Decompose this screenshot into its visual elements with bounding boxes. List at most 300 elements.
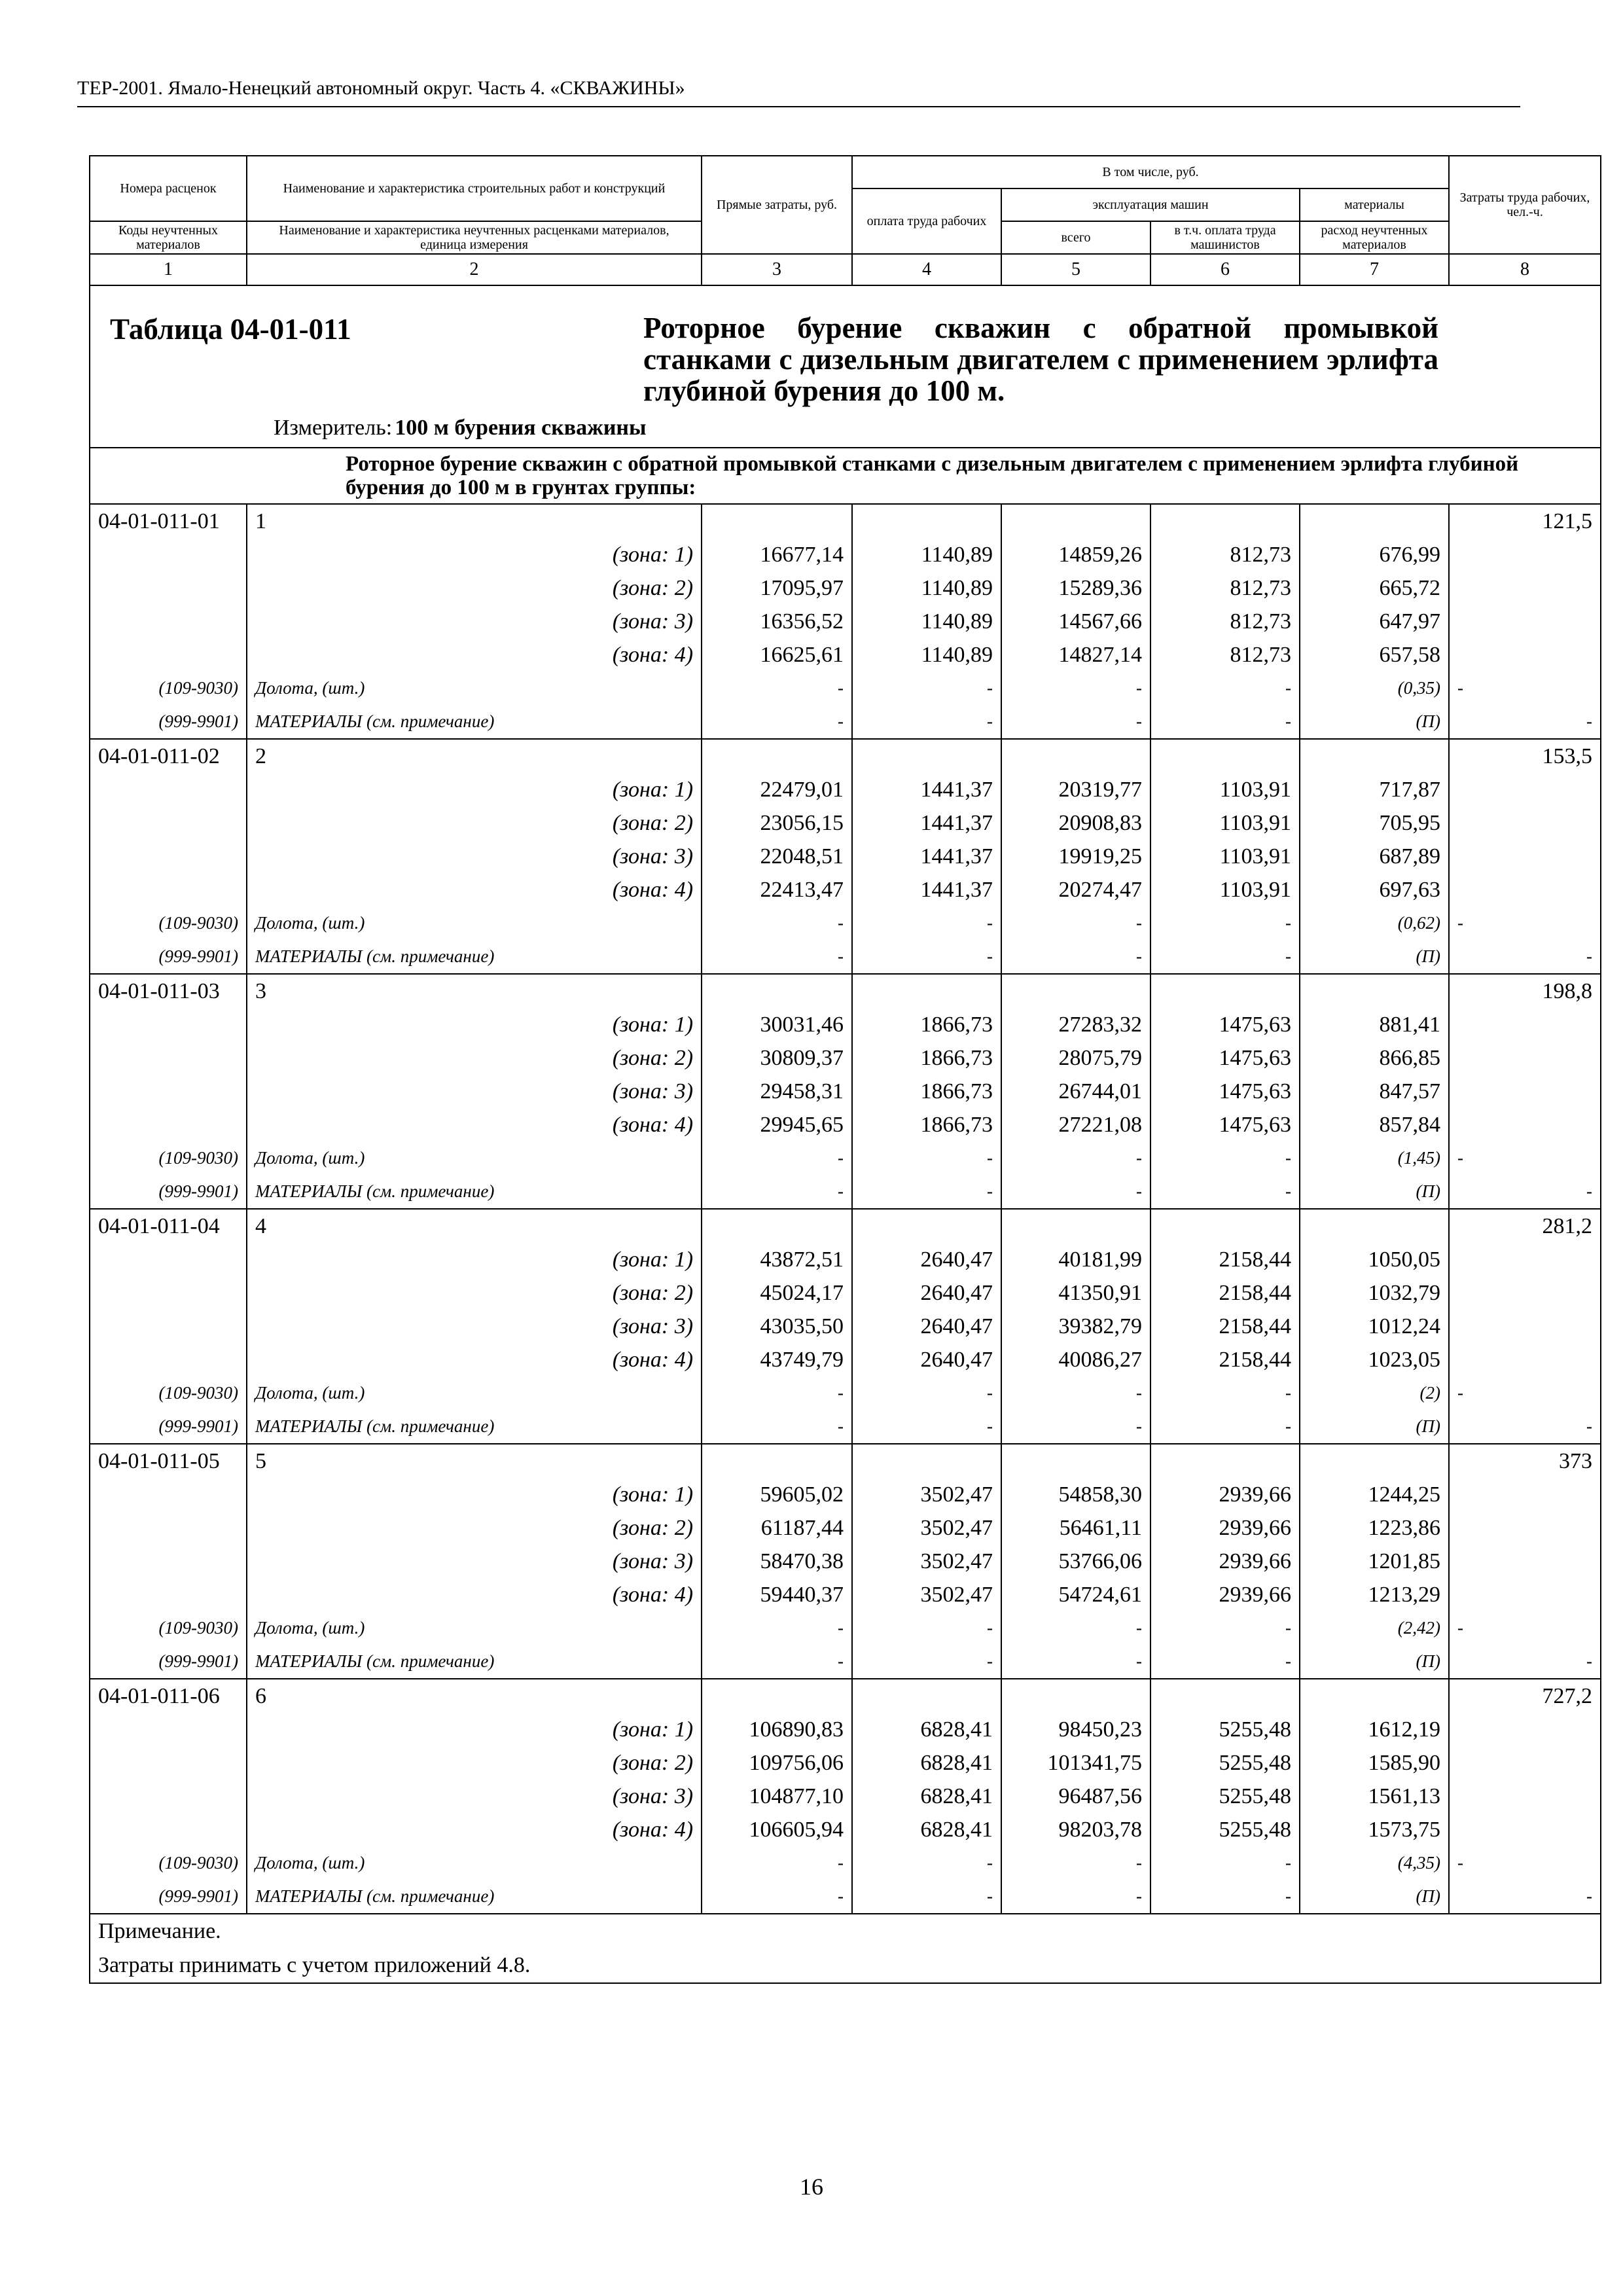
materials-cost: (4,35)	[1300, 1846, 1449, 1880]
worker-pay: 2640,47	[852, 1243, 1001, 1276]
empty-cell	[1150, 974, 1300, 1008]
zone-row	[90, 1075, 1601, 1108]
soil-group: 4	[247, 1209, 702, 1243]
material-code: (999-9901)	[90, 1880, 247, 1914]
materials-row	[90, 1645, 1601, 1679]
empty-cell	[90, 1578, 247, 1611]
machine-ops-total: 101341,75	[1001, 1746, 1150, 1780]
rate-code: 04-01-011-02	[90, 739, 247, 773]
machine-ops-total: -	[1001, 1141, 1150, 1175]
empty-cell	[1150, 1679, 1300, 1713]
worker-pay: -	[852, 1846, 1001, 1880]
col-header-rate-number: Номера расценок	[90, 156, 247, 221]
machine-ops-total: -	[1001, 1611, 1150, 1645]
materials-cost: 705,95	[1300, 806, 1449, 840]
machine-ops-total: -	[1001, 1846, 1150, 1880]
material-code: (109-9030)	[90, 1846, 247, 1880]
drill-bits-row	[90, 1846, 1601, 1880]
empty-cell	[90, 605, 247, 638]
machine-ops-total: 27221,08	[1001, 1108, 1150, 1141]
machine-ops-total: -	[1001, 705, 1150, 739]
section-title: Роторное бурение скважин с обратной промывкой станками с дизельным двигателем с применением эрлифта глубиной бурения до 100 м в грунтах группы:	[346, 452, 1519, 499]
materials-cost: (П)	[1300, 1410, 1449, 1444]
labor-cost: -	[1449, 1376, 1601, 1410]
materials-cost: 847,57	[1300, 1075, 1449, 1108]
direct-costs: -	[702, 672, 852, 705]
materials-cost: 697,63	[1300, 873, 1449, 906]
col-header-unaccounted-names: Наименование и характеристика неучтенных расценками материалов, единица измерения	[247, 221, 702, 254]
table-label: Таблица 04-01-011	[110, 313, 351, 346]
col-header-work-name: Наименование и характеристика строительных работ и конструкций	[247, 156, 702, 221]
direct-costs: 17095,97	[702, 571, 852, 605]
machinist-pay: 5255,48	[1150, 1780, 1300, 1813]
machinist-pay: -	[1150, 906, 1300, 940]
machine-ops-total: -	[1001, 672, 1150, 705]
direct-costs: 16677,14	[702, 538, 852, 571]
materials-cost: 1012,24	[1300, 1310, 1449, 1343]
machine-ops-total: 14827,14	[1001, 638, 1150, 672]
worker-pay: 1140,89	[852, 638, 1001, 672]
material-name: МАТЕРИАЛЫ (см. примечание)	[247, 1410, 702, 1444]
empty-cell	[1150, 1444, 1300, 1478]
empty-cell	[90, 1075, 247, 1108]
machine-ops-total: -	[1001, 1175, 1150, 1209]
zone-row	[90, 1578, 1601, 1611]
materials-cost: (П)	[1300, 705, 1449, 739]
direct-costs: 16356,52	[702, 605, 852, 638]
zone-label: (зона: 2)	[247, 806, 702, 840]
machinist-pay: -	[1150, 1141, 1300, 1175]
rate-code: 04-01-011-03	[90, 974, 247, 1008]
direct-costs: 30809,37	[702, 1041, 852, 1075]
material-name: МАТЕРИАЛЫ (см. примечание)	[247, 1175, 702, 1209]
worker-pay: -	[852, 1376, 1001, 1410]
direct-costs: 106605,94	[702, 1813, 852, 1846]
drill-bits-row	[90, 906, 1601, 940]
material-code: (999-9901)	[90, 940, 247, 974]
direct-costs: 29458,31	[702, 1075, 852, 1108]
machine-ops-total: 20319,77	[1001, 773, 1150, 806]
zone-label: (зона: 2)	[247, 571, 702, 605]
col-header-total: всего	[1001, 221, 1150, 254]
empty-cell	[1150, 504, 1300, 538]
zone-label: (зона: 4)	[247, 638, 702, 672]
direct-costs: 106890,83	[702, 1713, 852, 1746]
worker-pay: -	[852, 705, 1001, 739]
zone-label: (зона: 1)	[247, 1478, 702, 1511]
direct-costs: 43749,79	[702, 1343, 852, 1376]
machinist-pay: 5255,48	[1150, 1813, 1300, 1846]
direct-costs: 59605,02	[702, 1478, 852, 1511]
rate-code: 04-01-011-04	[90, 1209, 247, 1243]
empty-cell	[852, 1444, 1001, 1478]
empty-cell	[702, 1209, 852, 1243]
empty-cell	[1449, 1545, 1601, 1578]
worker-pay: 1441,37	[852, 840, 1001, 873]
empty-cell	[90, 1243, 247, 1276]
machinist-pay: 2158,44	[1150, 1343, 1300, 1376]
zone-row	[90, 873, 1601, 906]
material-name: МАТЕРИАЛЫ (см. примечание)	[247, 940, 702, 974]
material-code: (999-9901)	[90, 1175, 247, 1209]
material-code: (109-9030)	[90, 1141, 247, 1175]
zone-row	[90, 806, 1601, 840]
machinist-pay: 1103,91	[1150, 773, 1300, 806]
rate-code: 04-01-011-01	[90, 504, 247, 538]
empty-cell	[852, 974, 1001, 1008]
materials-row	[90, 1175, 1601, 1209]
empty-cell	[1001, 1209, 1150, 1243]
empty-cell	[1449, 538, 1601, 571]
worker-pay: 6828,41	[852, 1780, 1001, 1813]
direct-costs: -	[702, 1611, 852, 1645]
worker-pay: -	[852, 672, 1001, 705]
labor-cost: 281,2	[1449, 1209, 1601, 1243]
measure-label: Измеритель:	[274, 416, 393, 440]
empty-cell	[1001, 974, 1150, 1008]
machinist-pay: 2158,44	[1150, 1276, 1300, 1310]
machinist-pay: 1103,91	[1150, 873, 1300, 906]
rate-row	[90, 504, 1601, 538]
empty-cell	[702, 1679, 852, 1713]
empty-cell	[90, 1813, 247, 1846]
materials-cost: 1612,19	[1300, 1713, 1449, 1746]
machine-ops-total: -	[1001, 1645, 1150, 1679]
labor-cost: -	[1449, 1880, 1601, 1914]
material-name: Долота, (шт.)	[247, 1846, 702, 1880]
worker-pay: 1441,37	[852, 806, 1001, 840]
machinist-pay: 2939,66	[1150, 1478, 1300, 1511]
empty-cell	[1001, 1444, 1150, 1478]
materials-cost: 1213,29	[1300, 1578, 1449, 1611]
zone-row	[90, 571, 1601, 605]
soil-group: 5	[247, 1444, 702, 1478]
rate-row	[90, 1209, 1601, 1243]
worker-pay: -	[852, 1410, 1001, 1444]
col-header-materials: материалы	[1300, 188, 1449, 221]
material-code: (999-9901)	[90, 705, 247, 739]
worker-pay: -	[852, 1141, 1001, 1175]
machinist-pay: 1475,63	[1150, 1108, 1300, 1141]
direct-costs: 104877,10	[702, 1780, 852, 1813]
zone-label: (зона: 2)	[247, 1041, 702, 1075]
empty-cell	[1449, 1478, 1601, 1511]
machinist-pay: 2939,66	[1150, 1545, 1300, 1578]
machinist-pay: -	[1150, 1175, 1300, 1209]
materials-cost: 857,84	[1300, 1108, 1449, 1141]
zone-label: (зона: 1)	[247, 1008, 702, 1041]
zone-row	[90, 1343, 1601, 1376]
machine-ops-total: 53766,06	[1001, 1545, 1150, 1578]
zone-row	[90, 1310, 1601, 1343]
machine-ops-total: 19919,25	[1001, 840, 1150, 873]
machine-ops-total: 98450,23	[1001, 1713, 1150, 1746]
worker-pay: 1140,89	[852, 571, 1001, 605]
direct-costs: 109756,06	[702, 1746, 852, 1780]
direct-costs: 23056,15	[702, 806, 852, 840]
zone-label: (зона: 3)	[247, 840, 702, 873]
machinist-pay: 2158,44	[1150, 1310, 1300, 1343]
worker-pay: 2640,47	[852, 1310, 1001, 1343]
labor-cost: -	[1449, 940, 1601, 974]
col-number: 1	[90, 254, 247, 285]
labor-cost: -	[1449, 1141, 1601, 1175]
zone-label: (зона: 1)	[247, 538, 702, 571]
empty-cell	[90, 1780, 247, 1813]
material-code: (999-9901)	[90, 1410, 247, 1444]
direct-costs: 58470,38	[702, 1545, 852, 1578]
col-number: 4	[852, 254, 1001, 285]
rate-code: 04-01-011-06	[90, 1679, 247, 1713]
table-title-row	[90, 285, 1601, 448]
direct-costs: 59440,37	[702, 1578, 852, 1611]
worker-pay: 1140,89	[852, 605, 1001, 638]
material-name: МАТЕРИАЛЫ (см. примечание)	[247, 705, 702, 739]
machine-ops-total: 20274,47	[1001, 873, 1150, 906]
col-header-direct-costs: Прямые затраты, руб.	[702, 156, 852, 254]
zone-label: (зона: 1)	[247, 773, 702, 806]
machine-ops-total: 14859,26	[1001, 538, 1150, 571]
worker-pay: -	[852, 940, 1001, 974]
empty-cell	[90, 840, 247, 873]
zone-label: (зона: 4)	[247, 873, 702, 906]
materials-cost: 717,87	[1300, 773, 1449, 806]
material-name: МАТЕРИАЛЫ (см. примечание)	[247, 1645, 702, 1679]
direct-costs: -	[702, 1175, 852, 1209]
zone-row	[90, 840, 1601, 873]
labor-cost: 727,2	[1449, 1679, 1601, 1713]
empty-cell	[1449, 1511, 1601, 1545]
worker-pay: 3502,47	[852, 1511, 1001, 1545]
direct-costs: 43872,51	[702, 1243, 852, 1276]
empty-cell	[1449, 1243, 1601, 1276]
machinist-pay: -	[1150, 1376, 1300, 1410]
zone-label: (зона: 2)	[247, 1511, 702, 1545]
col-header-labor-costs: Затраты труда рабочих, чел.-ч.	[1449, 156, 1601, 254]
labor-cost: 198,8	[1449, 974, 1601, 1008]
zone-row	[90, 1276, 1601, 1310]
empty-cell	[1449, 806, 1601, 840]
soil-group: 2	[247, 739, 702, 773]
empty-cell	[1449, 605, 1601, 638]
materials-cost: 1223,86	[1300, 1511, 1449, 1545]
machinist-pay: 1475,63	[1150, 1008, 1300, 1041]
col-number: 5	[1001, 254, 1150, 285]
col-header-unaccounted-codes: Коды неучтенных материалов	[90, 221, 247, 254]
labor-cost: -	[1449, 1645, 1601, 1679]
zone-row	[90, 538, 1601, 571]
labor-cost: -	[1449, 705, 1601, 739]
empty-cell	[90, 1310, 247, 1343]
zone-row	[90, 1813, 1601, 1846]
zone-row	[90, 605, 1601, 638]
direct-costs: 45024,17	[702, 1276, 852, 1310]
note-text-row	[90, 1948, 1601, 1983]
empty-cell	[1449, 840, 1601, 873]
soil-group: 6	[247, 1679, 702, 1713]
materials-cost: 676,99	[1300, 538, 1449, 571]
materials-row	[90, 1410, 1601, 1444]
col-header-unaccounted-materials: расход неучтенных материалов	[1300, 221, 1449, 254]
col-header-worker-pay: оплата труда рабочих	[852, 188, 1001, 254]
zone-row	[90, 1545, 1601, 1578]
labor-cost: -	[1449, 906, 1601, 940]
empty-cell	[90, 773, 247, 806]
materials-cost: (П)	[1300, 1645, 1449, 1679]
direct-costs: -	[702, 1645, 852, 1679]
machine-ops-total: -	[1001, 1880, 1150, 1914]
empty-cell	[90, 638, 247, 672]
soil-group: 1	[247, 504, 702, 538]
zone-label: (зона: 3)	[247, 605, 702, 638]
direct-costs: 22413,47	[702, 873, 852, 906]
empty-cell	[702, 974, 852, 1008]
worker-pay: -	[852, 1645, 1001, 1679]
rate-row	[90, 1679, 1601, 1713]
direct-costs: -	[702, 1141, 852, 1175]
zone-row	[90, 1478, 1601, 1511]
machinist-pay: -	[1150, 1645, 1300, 1679]
empty-cell	[1449, 873, 1601, 906]
empty-cell	[702, 504, 852, 538]
machine-ops-total: 98203,78	[1001, 1813, 1150, 1846]
machine-ops-total: 96487,56	[1001, 1780, 1150, 1813]
material-name: МАТЕРИАЛЫ (см. примечание)	[247, 1880, 702, 1914]
machinist-pay: -	[1150, 1611, 1300, 1645]
material-name: Долота, (шт.)	[247, 1376, 702, 1410]
zone-label: (зона: 4)	[247, 1578, 702, 1611]
machinist-pay: 812,73	[1150, 538, 1300, 571]
rate-row	[90, 1444, 1601, 1478]
machine-ops-total: 56461,11	[1001, 1511, 1150, 1545]
materials-cost: (П)	[1300, 1880, 1449, 1914]
worker-pay: -	[852, 1880, 1001, 1914]
machine-ops-total: 26744,01	[1001, 1075, 1150, 1108]
material-code: (109-9030)	[90, 1376, 247, 1410]
empty-cell	[90, 538, 247, 571]
col-number: 3	[702, 254, 852, 285]
empty-cell	[1300, 739, 1449, 773]
zone-label: (зона: 1)	[247, 1713, 702, 1746]
machinist-pay: 2158,44	[1150, 1243, 1300, 1276]
empty-cell	[1449, 773, 1601, 806]
direct-costs: -	[702, 705, 852, 739]
empty-cell	[702, 739, 852, 773]
direct-costs: 43035,50	[702, 1310, 852, 1343]
materials-row	[90, 940, 1601, 974]
zone-row	[90, 1713, 1601, 1746]
soil-group: 3	[247, 974, 702, 1008]
empty-cell	[1449, 1041, 1601, 1075]
worker-pay: -	[852, 1611, 1001, 1645]
direct-costs: 30031,46	[702, 1008, 852, 1041]
empty-cell	[1449, 571, 1601, 605]
material-code: (109-9030)	[90, 672, 247, 705]
zone-row	[90, 638, 1601, 672]
labor-cost: 121,5	[1449, 504, 1601, 538]
zone-row	[90, 1746, 1601, 1780]
machine-ops-total: 15289,36	[1001, 571, 1150, 605]
zone-label: (зона: 4)	[247, 1343, 702, 1376]
material-name: Долота, (шт.)	[247, 672, 702, 705]
empty-cell	[1150, 739, 1300, 773]
worker-pay: 3502,47	[852, 1578, 1001, 1611]
materials-cost: 665,72	[1300, 571, 1449, 605]
materials-cost: 1585,90	[1300, 1746, 1449, 1780]
machine-ops-total: -	[1001, 1410, 1150, 1444]
zone-row	[90, 1008, 1601, 1041]
materials-cost: 1050,05	[1300, 1243, 1449, 1276]
machine-ops-total: 54724,61	[1001, 1578, 1150, 1611]
worker-pay: 2640,47	[852, 1276, 1001, 1310]
empty-cell	[90, 1108, 247, 1141]
drill-bits-row	[90, 1376, 1601, 1410]
empty-cell	[852, 504, 1001, 538]
worker-pay: -	[852, 906, 1001, 940]
worker-pay: -	[852, 1175, 1001, 1209]
empty-cell	[1449, 1276, 1601, 1310]
worker-pay: 1441,37	[852, 873, 1001, 906]
labor-cost: -	[1449, 1410, 1601, 1444]
materials-cost: 657,58	[1300, 638, 1449, 672]
machinist-pay: 2939,66	[1150, 1511, 1300, 1545]
labor-cost: 153,5	[1449, 739, 1601, 773]
machinist-pay: 5255,48	[1150, 1713, 1300, 1746]
zone-row	[90, 1243, 1601, 1276]
labor-cost: -	[1449, 1611, 1601, 1645]
materials-cost: 1244,25	[1300, 1478, 1449, 1511]
zone-label: (зона: 3)	[247, 1075, 702, 1108]
direct-costs: 22048,51	[702, 840, 852, 873]
empty-cell	[1449, 1780, 1601, 1813]
worker-pay: 1866,73	[852, 1108, 1001, 1141]
machinist-pay: 2939,66	[1150, 1578, 1300, 1611]
empty-cell	[90, 1478, 247, 1511]
note-title-row	[90, 1914, 1601, 1948]
column-numbers-row	[90, 254, 1601, 285]
zone-label: (зона: 2)	[247, 1276, 702, 1310]
material-code: (999-9901)	[90, 1645, 247, 1679]
worker-pay: 2640,47	[852, 1343, 1001, 1376]
worker-pay: 3502,47	[852, 1478, 1001, 1511]
worker-pay: 6828,41	[852, 1713, 1001, 1746]
empty-cell	[1449, 1310, 1601, 1343]
col-number: 6	[1150, 254, 1300, 285]
machinist-pay: -	[1150, 1846, 1300, 1880]
machinist-pay: 812,73	[1150, 571, 1300, 605]
rate-code: 04-01-011-05	[90, 1444, 247, 1478]
empty-cell	[1449, 638, 1601, 672]
empty-cell	[1449, 1746, 1601, 1780]
empty-cell	[1449, 1108, 1601, 1141]
machinist-pay: -	[1150, 940, 1300, 974]
page-number: 16	[800, 2174, 823, 2200]
materials-cost: 1023,05	[1300, 1343, 1449, 1376]
worker-pay: 1441,37	[852, 773, 1001, 806]
machinist-pay: 812,73	[1150, 638, 1300, 672]
zone-label: (зона: 4)	[247, 1108, 702, 1141]
note-title: Примечание.	[90, 1914, 1601, 1948]
col-number: 7	[1300, 254, 1449, 285]
direct-costs: -	[702, 1376, 852, 1410]
direct-costs: 16625,61	[702, 638, 852, 672]
materials-cost: 687,89	[1300, 840, 1449, 873]
rate-row	[90, 974, 1601, 1008]
machinist-pay: -	[1150, 672, 1300, 705]
materials-cost: 866,85	[1300, 1041, 1449, 1075]
materials-cost: (0,35)	[1300, 672, 1449, 705]
materials-row	[90, 705, 1601, 739]
